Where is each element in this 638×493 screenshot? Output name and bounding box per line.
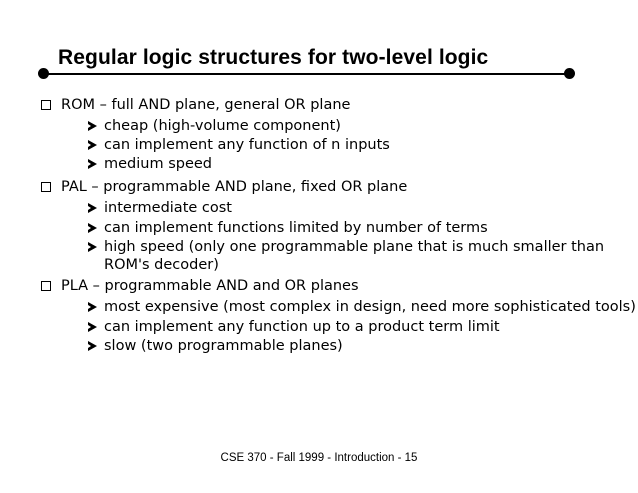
arrow-bullet-icon xyxy=(88,140,97,150)
arrow-bullet-icon xyxy=(88,121,97,131)
checkbox-bullet-icon xyxy=(41,100,51,110)
list-item: slow (two programmable planes) xyxy=(104,338,343,354)
arrow-bullet-icon xyxy=(88,242,97,252)
checkbox-bullet-icon xyxy=(41,281,51,291)
list-item: most expensive (most complex in design, need more sophisticated tools) xyxy=(104,299,636,315)
section-pal-heading: PAL – programmable AND plane, fixed OR plane xyxy=(61,179,408,195)
list-item: high speed (only one programmable plane that is much smaller than xyxy=(104,239,605,255)
list-item: cheap (high-volume component) xyxy=(104,118,341,134)
section-pla-heading: PLA – programmable AND and OR planes xyxy=(61,278,359,294)
list-item: intermediate cost xyxy=(104,200,232,216)
arrow-bullet-icon xyxy=(88,159,97,169)
slide-title: Regular logic structures for two-level logic xyxy=(58,46,489,69)
list-item: medium speed xyxy=(104,156,213,172)
arrow-bullet-icon xyxy=(88,322,97,332)
list-item: can implement any function up to a product term limit xyxy=(104,319,500,335)
list-item: can implement any function of n inputs xyxy=(104,137,390,153)
list-item: can implement functions limited by number of terms xyxy=(104,220,488,236)
list-item-continuation: ROM's decoder) xyxy=(104,257,219,273)
slide-footer: CSE 370 - Fall 1999 - Introduction - 15 xyxy=(220,452,418,464)
arrow-bullet-icon xyxy=(88,203,97,213)
arrow-bullet-icon xyxy=(88,341,97,351)
section-rom-heading: ROM – full AND plane, general OR plane xyxy=(61,97,351,113)
arrow-bullet-icon xyxy=(88,302,97,312)
checkbox-bullet-icon xyxy=(41,182,51,192)
arrow-bullet-icon xyxy=(88,223,97,233)
